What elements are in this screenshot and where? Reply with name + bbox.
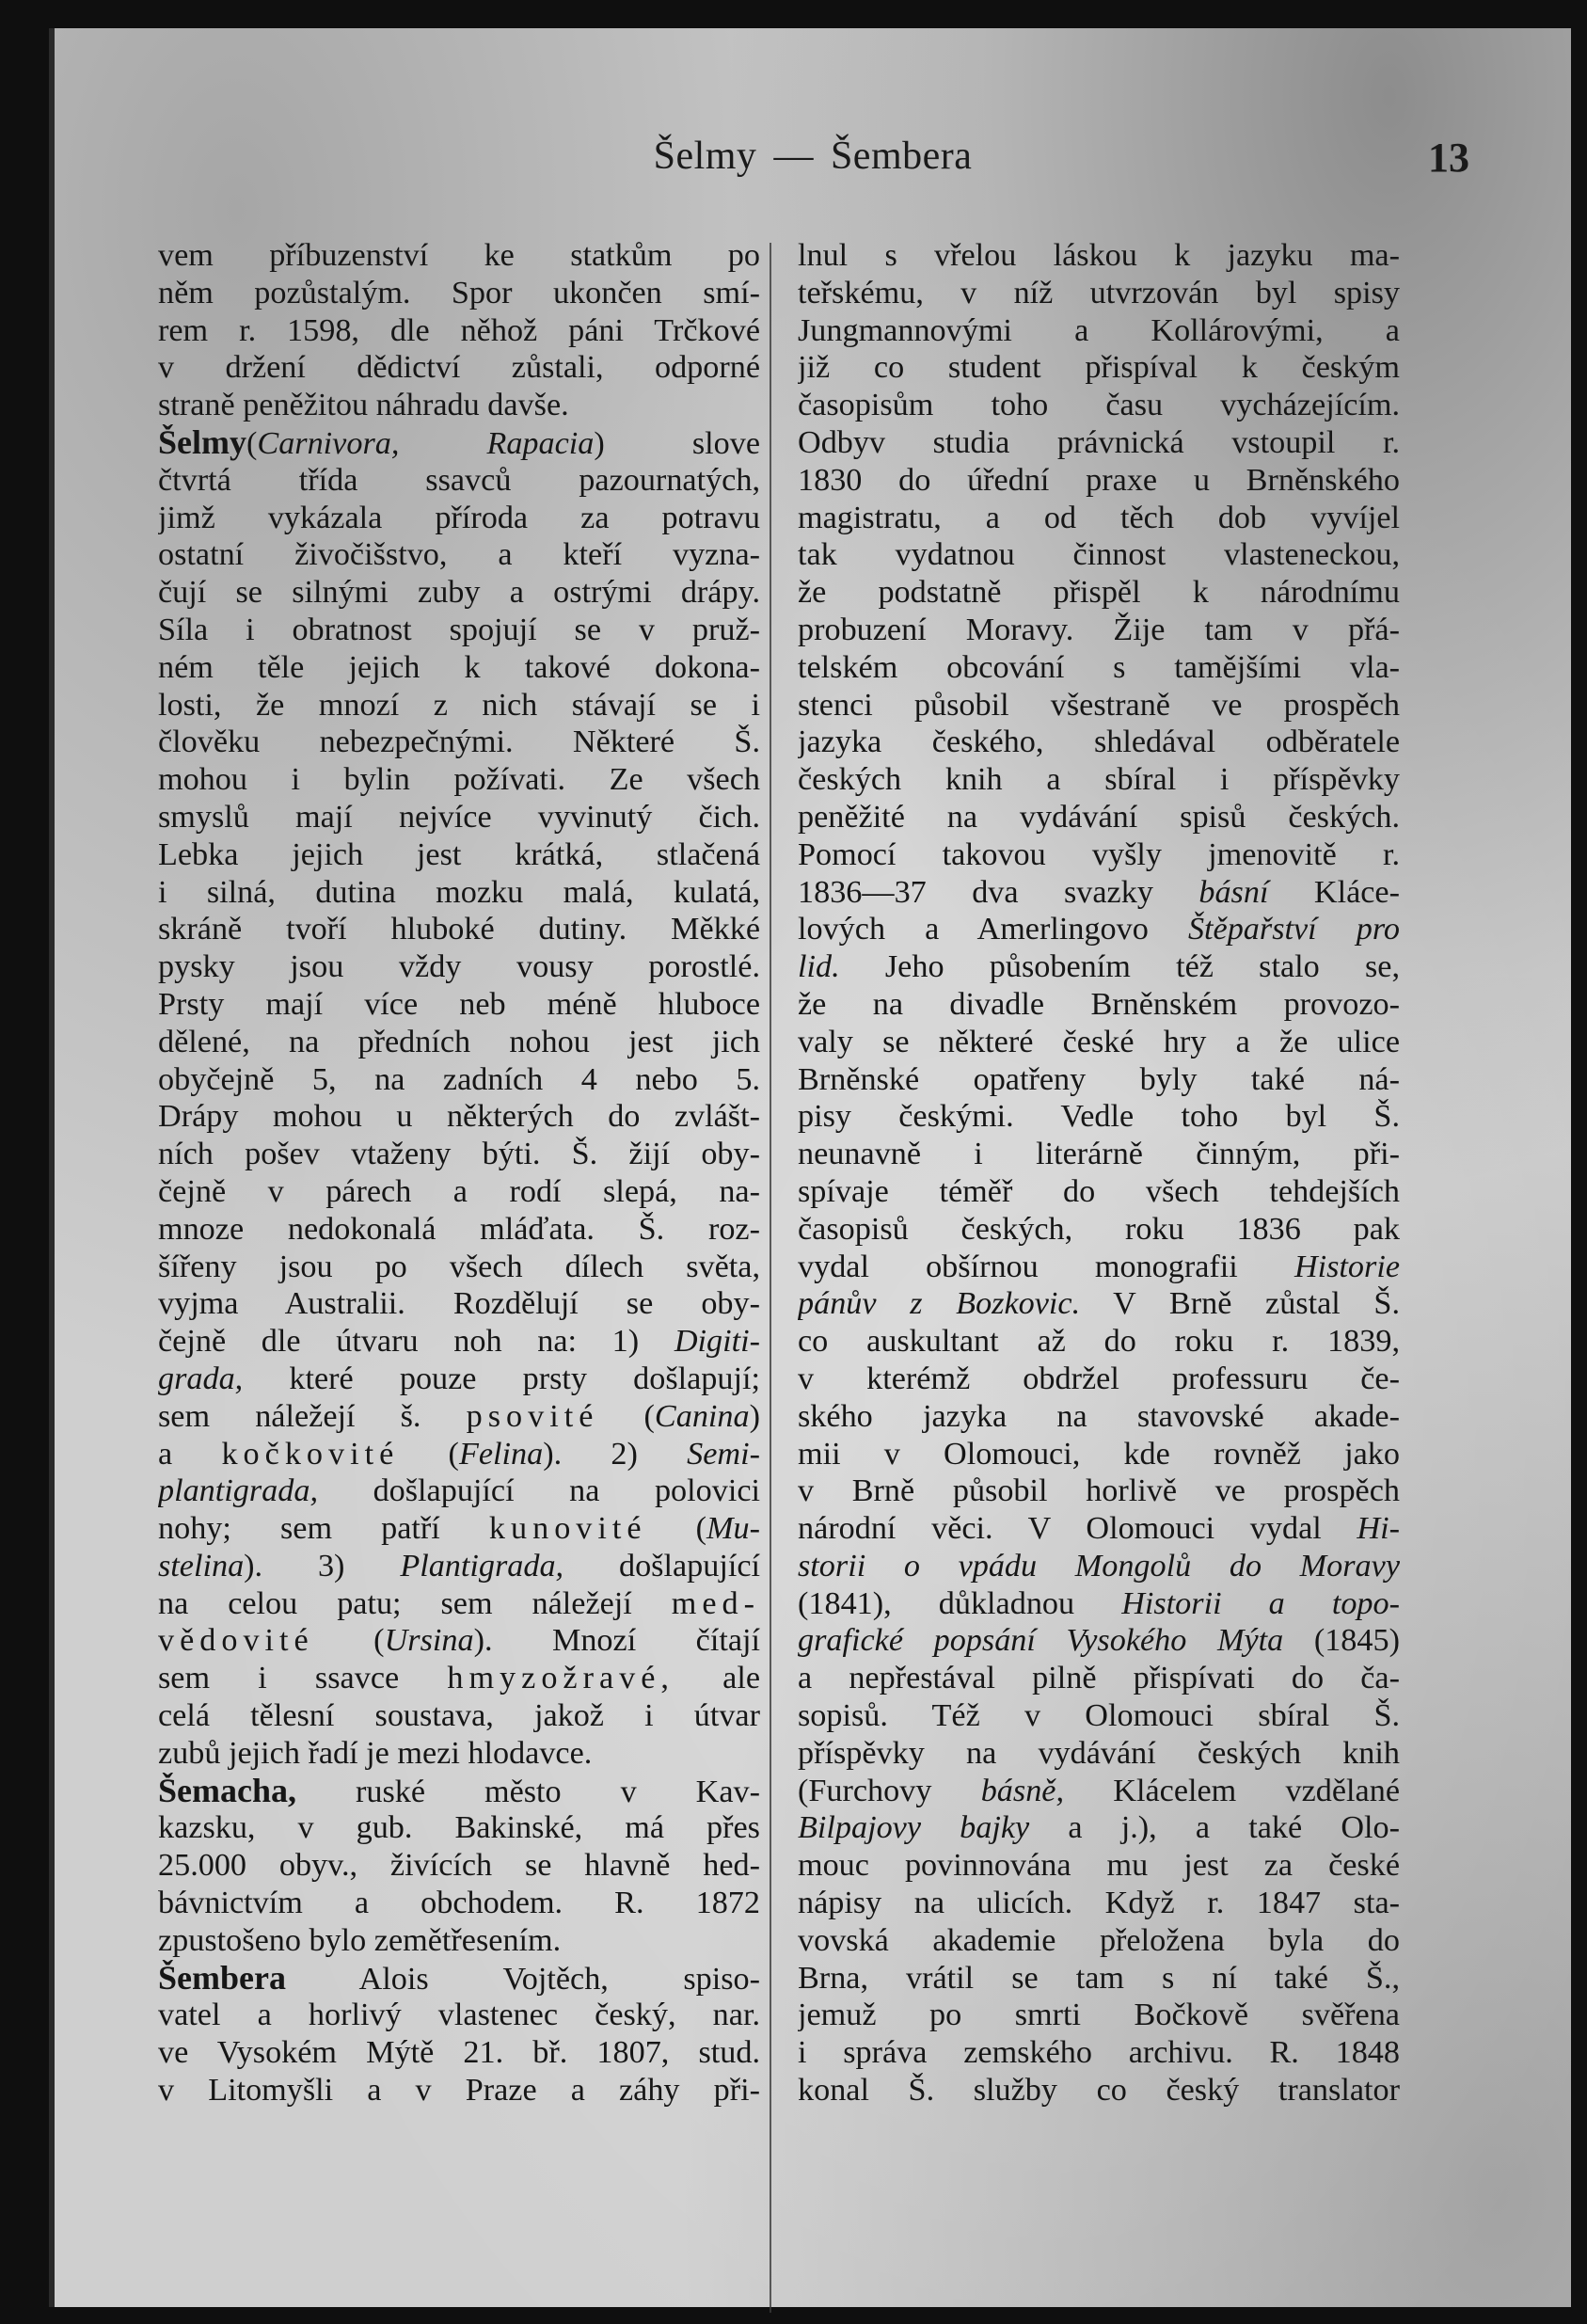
spaced-term: kočkovité: [221, 1436, 400, 1472]
text-run: Jeho působením též stalo se,: [839, 949, 1400, 985]
text-line: [798, 1809, 1400, 1847]
text-line: [798, 1622, 1400, 1660]
text-line: rem r. 1598, dle něhož páni Trčkové: [158, 312, 760, 348]
page-title: [55, 134, 1571, 179]
text-line: Drápy mohou u některých do zvlášt-: [158, 1099, 760, 1135]
text-line: ského jazyka na stavovské akade-: [798, 1398, 1400, 1434]
text-line: čejně v párech a rodí slepá, na-: [158, 1173, 760, 1209]
text-line: bávnictvím a obchodem. R. 1872: [158, 1886, 760, 1921]
header-right-word: Šembera: [830, 135, 973, 178]
italic-title: storii o vpádu Mongolů do Moravy: [798, 1548, 1400, 1584]
text-line: spívaje téměř do všech tehdejších: [798, 1173, 1400, 1209]
text-line: Brněnské opatřeny byly také ná-: [798, 1061, 1400, 1097]
text-run: došlapující: [563, 1548, 760, 1584]
text-run: a j.), a také Olo-: [1029, 1810, 1400, 1846]
text-line: [158, 1660, 760, 1697]
text-run: sem i ssavce: [158, 1661, 400, 1696]
text-run: nohy; sem patří: [158, 1511, 440, 1547]
italic-title: Bilpajovy bajky: [798, 1810, 1030, 1846]
text-run: (Furchovy: [798, 1773, 981, 1808]
text-line: 1830 do úřední praxe u Brněnského: [798, 462, 1400, 498]
text-line: 25.000 obyv., živících se hlavně hed-: [158, 1848, 760, 1884]
italic-title: básně,: [980, 1773, 1065, 1808]
text-run: národní věci. V Olomouci vydal: [798, 1511, 1357, 1547]
text-line: zubů jejich řadí je mezi hlodavce.: [158, 1735, 593, 1771]
text-line: nápisy na ulicích. Když r. 1847 sta-: [798, 1886, 1400, 1921]
text-line: obyčejně 5, na zadních 4 nebo 5.: [158, 1061, 760, 1097]
text-line: peněžité na vydávání spisů českých.: [798, 799, 1400, 835]
text-line: mii v Olomouci, kde rovněž jako: [798, 1436, 1400, 1472]
text-line: stenci působil všestraně ve prospěch: [798, 687, 1400, 723]
text-line: [158, 1585, 760, 1623]
text-line: příspěvky na vydávání českých knih: [798, 1735, 1400, 1771]
text-line: v kterémž obdržel professuru če-: [798, 1361, 1400, 1396]
text-line: [158, 1548, 760, 1585]
text-line: zpustošeno bylo zemětřesením.: [158, 1922, 562, 1958]
text-run: ale: [674, 1661, 760, 1696]
text-line: šířeny jsou po všech dílech světa,: [158, 1249, 760, 1284]
text-line: vovská akademie přeložena byla do: [798, 1922, 1400, 1958]
text-line: Pomocí takovou vyšly jmenovitě r.: [798, 836, 1400, 872]
paren: (: [246, 425, 258, 461]
text-run: (1845): [1283, 1623, 1400, 1659]
text-run: sem náležejí š.: [158, 1398, 421, 1434]
text-line: valy se některé české hry a že ulice: [798, 1024, 1400, 1059]
text-line: člověku nebezpečnými. Některé Š.: [158, 724, 760, 760]
text-line: teřskému, v níž utvrzován byl spisy: [798, 275, 1400, 310]
left-column: [158, 237, 760, 2109]
text-line: že podstatně přispěl k národnímu: [798, 575, 1400, 611]
text-line: [798, 911, 1400, 948]
page-number: 13: [1428, 135, 1469, 181]
text-line: celá tělesní soustava, jakož i útvar: [158, 1698, 760, 1734]
text-run: které pouze prsty došlapují;: [243, 1361, 760, 1396]
entry-semacha-line: [158, 1773, 760, 1810]
text-line: kazsku, v gub. Bakinské, má přes: [158, 1810, 760, 1846]
latin-name: Mu-: [706, 1511, 760, 1547]
text-line: pisy českými. Vedle toho byl Š.: [798, 1099, 1400, 1135]
text-run: Klácelem vzdělané: [1064, 1773, 1400, 1808]
text-line: Prsty mají více neb méně hluboce: [158, 986, 760, 1022]
text-line: [158, 1361, 760, 1398]
text-run: (1841), důkladnou: [798, 1585, 1122, 1621]
text-line: neunavně i literárně činným, při-: [798, 1137, 1400, 1172]
latin-name: plantigrada,: [158, 1473, 319, 1509]
running-header: [55, 134, 1571, 199]
text-line: [798, 1773, 1400, 1810]
text-line: Lebka jejich jest krátká, stlačená: [158, 836, 760, 872]
entry-heading-semacha: Šemacha,: [158, 1772, 296, 1809]
text-line: probuzení Moravy. Žije tam v přá-: [798, 612, 1400, 647]
latin-name: Ursina: [384, 1623, 474, 1659]
text-line: [158, 1472, 760, 1510]
text-line: pysky jsou vždy vousy porostlé.: [158, 949, 760, 985]
text-line: časopisů českých, roku 1836 pak: [798, 1211, 1400, 1247]
text-line: [798, 1249, 1400, 1286]
book-page: [49, 28, 1571, 2307]
text-line: Odbyv studia právnická vstoupil r.: [798, 424, 1400, 460]
text-run: vydal obšírnou monografii: [798, 1249, 1294, 1284]
text-line: čtvrtá třída ssavců pazournatých,: [158, 462, 760, 498]
italic-title: lid.: [798, 949, 840, 985]
right-column: [798, 237, 1400, 2109]
text-line: sopisů. Též v Olomouci sbíral Š.: [798, 1698, 1400, 1734]
text-line: českých knih a sbíral i příspěvky: [798, 762, 1400, 798]
latin-name: Digiti-: [674, 1324, 760, 1360]
text-line: [798, 1510, 1400, 1548]
text-line: skráně tvoří hluboké dutiny. Měkké: [158, 912, 760, 947]
entry-sembera-line: [158, 1960, 760, 1998]
spaced-term: kunovité: [488, 1511, 647, 1547]
text-run: (: [313, 1623, 385, 1659]
text-line: [798, 1548, 1400, 1585]
text-line: co auskultant až do roku r. 1839,: [798, 1324, 1400, 1360]
text-line: ostatní živočišstvo, a kteří vyzna-: [158, 537, 760, 573]
spaced-term: psovité: [466, 1398, 599, 1434]
spaced-term: med-: [671, 1585, 760, 1621]
italic-title: grafické popsání Vysokého Mýta: [798, 1623, 1284, 1659]
text-line: [798, 874, 1400, 912]
text-line: že na divadle Brněnském provozo-: [798, 986, 1400, 1022]
text-line: [158, 1510, 760, 1548]
text-line: i silná, dutina mozku malá, kulatá,: [158, 874, 760, 910]
text-line: jemuž po smrti Bočkově svěřena: [798, 1998, 1400, 2033]
text-line: v Litomyšli a v Praze a záhy při-: [158, 2073, 760, 2109]
text-line: jazyka českého, shledával odběratele: [798, 724, 1400, 760]
latin-name: stelina: [158, 1548, 245, 1584]
text-line: [798, 948, 1400, 986]
text-run: (: [598, 1398, 655, 1434]
italic-title: pánův z Bozkovic.: [798, 1286, 1081, 1322]
entry-selmy-line: [158, 424, 760, 462]
text-run: (: [399, 1436, 459, 1472]
text-line: již co student přispíval k českým: [798, 350, 1400, 386]
text-line: v držení dědictví zůstali, odporné: [158, 350, 760, 386]
header-dash: —: [773, 135, 814, 178]
text-run: slove: [604, 425, 760, 461]
text-run: ). Mnozí čítají: [473, 1623, 760, 1659]
text-line: časopisům toho času vycházejícím.: [798, 388, 1400, 423]
text-line: [798, 1585, 1400, 1623]
spaced-term: vědovité: [158, 1623, 314, 1659]
text-run: Klácе-: [1268, 874, 1400, 910]
italic-title: Hi-: [1357, 1511, 1400, 1547]
text-line: telském obcování s tamějšími vla-: [798, 649, 1400, 685]
text-line: a kočkovité (Felina). 2) Semi-: [158, 1436, 760, 1472]
text-line: [798, 1285, 1400, 1323]
text-line: vatel a horlivý vlastenec český, nar.: [158, 1998, 760, 2033]
text-line: čují se silnými zuby a ostrými drápy.: [158, 575, 760, 611]
text-run: Alois Vojtěch, spiso-: [285, 1961, 760, 1997]
text-run: ). 3): [244, 1548, 401, 1584]
latin-name: Canina: [654, 1398, 750, 1434]
header-left-word: Šelmy: [653, 135, 757, 178]
text-line: dělené, na předních nohou jest jich: [158, 1024, 760, 1059]
italic-title: Historii a topo-: [1121, 1585, 1400, 1621]
column-divider: [770, 243, 771, 2313]
text-line: konal Š. služby co český translator: [798, 2073, 1400, 2109]
paren: ): [594, 425, 605, 461]
text-line: ních pošev vtaženy býti. Š. žijí oby-: [158, 1137, 760, 1172]
text-run: V Brně zůstal Š.: [1080, 1286, 1400, 1322]
text-run: (: [646, 1511, 707, 1547]
text-run: 1836—37 dva svazky: [798, 874, 1199, 910]
text-line: něm pozůstalým. Spor ukončen smí-: [158, 275, 760, 310]
latin-name: Semi-: [687, 1436, 760, 1472]
latin-name: grada,: [158, 1361, 244, 1396]
text-line: losti, že mnozí z nich stávají se i: [158, 687, 760, 723]
text-line: vem příbuzenství ke statkům po: [158, 238, 760, 273]
text-line: Síla i obratnost spojují se v pruž-: [158, 612, 760, 647]
text-line: smyslů mají nejvíce vyvinutý čich.: [158, 799, 760, 835]
text-line: jimž vykázala příroda za potravu: [158, 500, 760, 535]
text-line: mouc povinnována mu jest za české: [798, 1848, 1400, 1884]
entry-heading-sembera: Šembera: [158, 1959, 286, 1997]
text-run: na celou patu; sem náležejí: [158, 1585, 632, 1621]
text-line: lnul s vřelou láskou k jazyku ma-: [798, 238, 1400, 273]
text-line: ném těle jejich k takové dokona-: [158, 649, 760, 685]
text-line: [158, 1323, 760, 1361]
latin-name: Carnivora, Rapacia: [257, 425, 595, 461]
italic-title: Historie: [1293, 1249, 1400, 1284]
text-line: Brna, vrátil se tam s ní také Š.,: [798, 1960, 1400, 1996]
text-line: tak vydatnou činnost vlasteneckou,: [798, 537, 1400, 573]
text-line: vyjma Australii. Rozdělují se oby-: [158, 1286, 760, 1322]
entry-heading-selmy: Šelmy: [158, 423, 246, 461]
text-line: [158, 1398, 760, 1436]
text-run: lových a Amerlingovo: [798, 912, 1188, 947]
text-run: ruské město v Kav-: [296, 1774, 760, 1809]
text-run: ). 2): [543, 1436, 688, 1472]
italic-title: Štěpařství pro: [1187, 912, 1400, 947]
text-line: mnoze nedokonalá mláďata. Š. roz-: [158, 1211, 760, 1247]
spaced-term: hmyzožravé,: [447, 1661, 674, 1696]
text-run: čejně dle útvaru noh na: 1): [158, 1324, 674, 1360]
text-line: i správa zemského archivu. R. 1848: [798, 2035, 1400, 2071]
text-line: a nepřestával pilně přispívati do ča-: [798, 1661, 1400, 1696]
text-line: v Brně působil horlivě ve prospěch: [798, 1473, 1400, 1509]
latin-name: Felina: [458, 1436, 544, 1472]
text-run: ): [749, 1398, 760, 1434]
text-line: straně peněžitou náhradu davše.: [158, 388, 569, 423]
text-line: magistratu, a od těch dob vyvíjel: [798, 500, 1400, 535]
italic-title: básní: [1198, 874, 1269, 910]
text-line: mohou i bylin požívati. Ze všech: [158, 762, 760, 798]
latin-name: Plantigrada,: [400, 1548, 564, 1584]
text-line: [158, 1622, 760, 1660]
text-line: Jungmannovými a Kollárovými, a: [798, 312, 1400, 348]
text-line: ve Vysokém Mýtě 21. bř. 1807, stud.: [158, 2035, 760, 2071]
text-run: došlapující na polovici: [318, 1473, 760, 1509]
